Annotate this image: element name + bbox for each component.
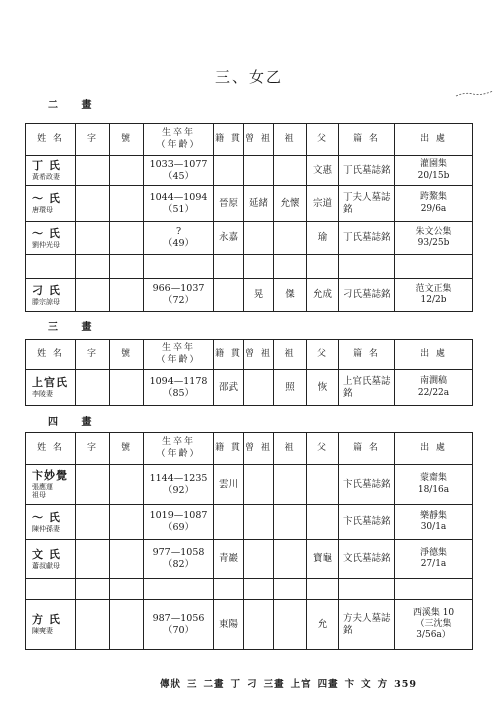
father-cell [307,465,339,505]
table-row [26,540,473,579]
footer-item: 丁 [230,679,242,690]
source-book: 南澗稿 [419,376,447,387]
father-cell: 恢 [307,370,339,406]
person-name: ～ 氏 [32,226,61,240]
column-header: 篇 名 [339,124,395,156]
years-cell [144,255,214,279]
empty-cell [76,370,110,406]
grandfather-cell [274,579,307,600]
name-cell [26,600,76,650]
column-header: 祖 [274,340,307,370]
birth-death-years: 966—1037 [152,283,205,295]
name-cell [26,579,76,600]
record-table [25,123,473,312]
column-header: 字 [76,340,110,370]
footer-item: 刁 [247,679,258,690]
source-cell [395,600,473,650]
person-name: 方 氏 [32,613,61,627]
great-grandfather-cell [244,540,274,579]
title-cell: 卞氏墓誌銘 [339,505,395,540]
source-cell [395,370,473,406]
source-cell [395,255,473,279]
years-cell [144,370,214,406]
column-header-age: （年齡） [156,354,201,365]
column-header: 祖 [274,124,307,156]
name-cell [26,186,76,222]
age-at-death: （82） [162,559,195,570]
father-cell [307,255,339,279]
source-cell [395,505,473,540]
column-header: 曾 祖 [244,340,274,370]
column-header: 號 [110,433,144,465]
footer-item: 三 [187,679,198,690]
table-row [26,222,473,255]
column-header: 字 [76,433,110,465]
column-header [144,340,214,370]
great-grandfather-cell [244,505,274,540]
column-header: 篇 名 [339,433,395,465]
footer-item: 方 [377,679,389,690]
column-header-years: 生卒年 [161,128,195,139]
empty-cell [76,540,110,579]
relation-note: 唐環母 [32,206,53,214]
section-label: 二 畫 [48,100,102,111]
relation-note: 黃希政妻 [32,173,60,181]
table-row [26,505,473,540]
footer-item: 四畫 [317,679,339,690]
relation-note: 劉仲光母 [32,240,60,249]
title-cell: 丁夫人墓誌銘 [339,186,395,222]
grandfather-cell [274,255,307,279]
grandfather-cell [274,156,307,186]
grandfather-cell: 傑 [274,279,307,312]
years-cell [144,540,214,579]
empty-cell [76,186,110,222]
header-row [26,433,473,465]
name-cell [26,156,76,186]
years-cell [144,186,214,222]
age-at-death: （69） [162,522,195,533]
father-cell: 宗道 [307,186,339,222]
name-cell [26,465,76,505]
column-header: 出 處 [395,340,473,370]
source-book: 朱文公集 [415,226,452,237]
source-cell [395,579,473,600]
years-cell [144,156,214,186]
person-name: 丁 氏 [32,159,61,173]
source-location: 22/22a [417,387,450,398]
footer-item: 三畫 [263,679,285,690]
page-footer [160,676,423,690]
empty-cell [76,505,110,540]
age-at-death: （85） [162,387,195,399]
age-at-death: （72） [162,295,195,306]
column-header [144,124,214,156]
native-place-cell [214,255,244,279]
empty-cell [110,540,144,579]
person-name: ～ 氏 [32,192,61,206]
native-place-cell [214,156,244,186]
person-name: 刁 氏 [32,283,61,297]
section-label: 四 畫 [48,417,102,428]
header-row [26,340,473,370]
grandfather-cell: 允懷 [274,186,307,222]
great-grandfather-cell [244,600,274,650]
great-grandfather-cell: 延緒 [244,186,274,222]
years-cell [144,222,214,255]
title-cell: 卞氏墓誌銘 [339,465,395,505]
great-grandfather-cell [244,370,274,406]
birth-death-years: 987—1056 [152,612,205,624]
source-location: （三沈集 [415,618,452,629]
header-row [26,124,473,156]
pen-mark-icon [455,90,495,98]
grandfather-cell [274,540,307,579]
empty-cell [110,279,144,312]
source-book: 灌園集 [419,159,447,170]
name-cell [26,540,76,579]
column-header: 父 [307,124,339,156]
source-cell [395,279,473,312]
great-grandfather-cell [244,222,274,255]
empty-cell [76,255,110,279]
column-header-years: 生卒年 [161,343,195,354]
source-cell [395,465,473,505]
age-at-death: （49） [162,238,195,249]
empty-cell [110,600,144,650]
table-row [26,465,473,505]
native-place-cell [214,505,244,540]
column-header: 曾 祖 [244,124,274,156]
native-place-cell [214,579,244,600]
column-header: 父 [307,433,339,465]
footer-item: 文 [361,679,372,690]
relation-note: 陳奭妻 [32,627,53,635]
birth-death-years: ? [175,226,182,238]
age-at-death: （51） [162,203,195,215]
source-location-2: 3/56a） [416,630,451,641]
father-cell: 文惠 [307,156,339,186]
title-cell: 方夫人墓誌銘 [339,600,395,650]
father-cell: 寶龜 [307,540,339,579]
table-row [26,255,473,279]
empty-cell [76,465,110,505]
column-header: 號 [110,124,144,156]
empty-cell [110,465,144,505]
title-cell: 刁氏墓誌銘 [339,279,395,312]
relation-note-2: 祖母 [32,491,46,500]
column-header: 籍 貫 [214,340,244,370]
father-cell [307,579,339,600]
table-row [26,186,473,222]
source-book: 蒙齋集 [419,473,447,484]
years-cell [144,579,214,600]
title-cell: 上官氏墓誌銘 [339,370,395,406]
years-cell [144,279,214,312]
empty-cell [76,600,110,650]
empty-cell [76,279,110,312]
column-header [144,433,214,465]
column-header-age: （年齡） [156,448,201,459]
source-location: 29/6a [420,203,447,214]
footer-item: 卞 [344,679,356,690]
empty-cell [110,370,144,406]
relation-note: 李陵妻 [32,390,53,398]
record-table [25,432,473,650]
grandfather-cell [274,600,307,650]
name-cell [26,222,76,255]
footer-item: 傳狀 [160,679,182,690]
empty-cell [76,156,110,186]
person-name: ～ 氏 [32,510,61,524]
birth-death-years: 1044—1094 [149,191,208,203]
title-cell: 丁氏墓誌銘 [339,222,395,255]
name-cell [26,279,76,312]
source-cell [395,156,473,186]
source-book: 樂靜集 [419,510,447,521]
grandfather-cell: 照 [274,370,307,406]
source-book: 跨鰲集 [419,192,447,203]
section-label: 三 畫 [48,322,102,333]
column-header: 籍 貫 [214,124,244,156]
column-header-age: （年齡） [156,139,201,150]
birth-death-years: 1144—1235 [149,472,208,484]
title-cell [339,255,395,279]
birth-death-years: 977—1058 [152,547,205,559]
table-row [26,600,473,650]
native-place-cell: 邵武 [214,370,244,406]
empty-cell [76,222,110,255]
source-book: 淨德集 [419,547,447,558]
relation-note: 滕宗諒母 [32,297,60,306]
table-row [26,279,473,312]
empty-cell [110,156,144,186]
father-cell: 瑜 [307,222,339,255]
father-cell: 允 [307,600,339,650]
column-header: 出 處 [395,433,473,465]
column-header: 號 [110,340,144,370]
years-cell [144,505,214,540]
empty-cell [110,505,144,540]
table-row [26,579,473,600]
page-title: 三、女乙 [214,68,283,86]
record-table [25,339,473,406]
footer-item: 二畫 [203,679,225,690]
name-cell [26,370,76,406]
source-location: 12/2b [420,295,447,305]
years-cell [144,465,214,505]
great-grandfather-cell [244,465,274,505]
great-grandfather-cell [244,255,274,279]
empty-cell [76,579,110,600]
column-header: 出 處 [395,124,473,156]
source-book: 西溪集 10 [412,607,455,618]
grandfather-cell [274,465,307,505]
father-cell: 允成 [307,279,339,312]
father-cell [307,505,339,540]
column-header-years: 生卒年 [161,437,195,448]
grandfather-cell [274,505,307,540]
relation-note: 陳仲孫妻 [32,524,60,533]
empty-cell [110,579,144,600]
source-location: 27/1a [420,559,447,569]
source-cell [395,540,473,579]
column-header: 姓 名 [26,124,76,156]
native-place-cell: 東陽 [214,600,244,650]
title-cell: 文氏墓誌銘 [339,540,395,579]
source-location: 20/15b [417,170,450,181]
age-at-death: （45） [162,170,195,182]
column-header: 父 [307,340,339,370]
great-grandfather-cell [244,579,274,600]
great-grandfather-cell [244,156,274,186]
native-place-cell: 青巖 [214,540,244,579]
column-header: 姓 名 [26,433,76,465]
source-book: 范文正集 [415,283,452,294]
native-place-cell [214,279,244,312]
relation-note: 蕭叔獻母 [32,561,60,570]
years-cell [144,600,214,650]
empty-cell [110,255,144,279]
birth-death-years: 1019—1087 [149,510,208,522]
source-location: 18/16a [417,484,450,495]
birth-death-years: 1033—1077 [149,158,208,170]
relation-note: 張應運 [32,482,53,491]
column-header: 篇 名 [339,340,395,370]
birth-death-years: 1094—1178 [149,375,208,387]
person-name: 上官氏 [32,376,68,390]
person-name: 卞妙覺 [32,468,68,482]
native-place-cell: 永嘉 [214,222,244,255]
column-header: 曾 祖 [244,433,274,465]
column-header: 祖 [274,433,307,465]
source-location: 93/25b [417,238,450,248]
title-cell [339,579,395,600]
table-row [26,370,473,406]
column-header: 籍 貫 [214,433,244,465]
source-cell [395,222,473,255]
table-row [26,156,473,186]
title-cell: 丁氏墓誌銘 [339,156,395,186]
grandfather-cell [274,222,307,255]
native-place-cell: 晉原 [214,186,244,222]
source-location: 30/1a [420,522,447,532]
footer-item: 359 [394,679,418,690]
age-at-death: （70） [162,624,195,636]
column-header: 姓 名 [26,340,76,370]
column-header: 字 [76,124,110,156]
empty-cell [110,186,144,222]
source-cell [395,186,473,222]
empty-cell [110,222,144,255]
name-cell [26,255,76,279]
footer-item: 上官 [290,679,312,690]
native-place-cell: 雲川 [214,465,244,505]
person-name: 文 氏 [32,547,61,561]
great-grandfather-cell: 晃 [244,279,274,312]
age-at-death: （92） [162,484,195,496]
name-cell [26,505,76,540]
